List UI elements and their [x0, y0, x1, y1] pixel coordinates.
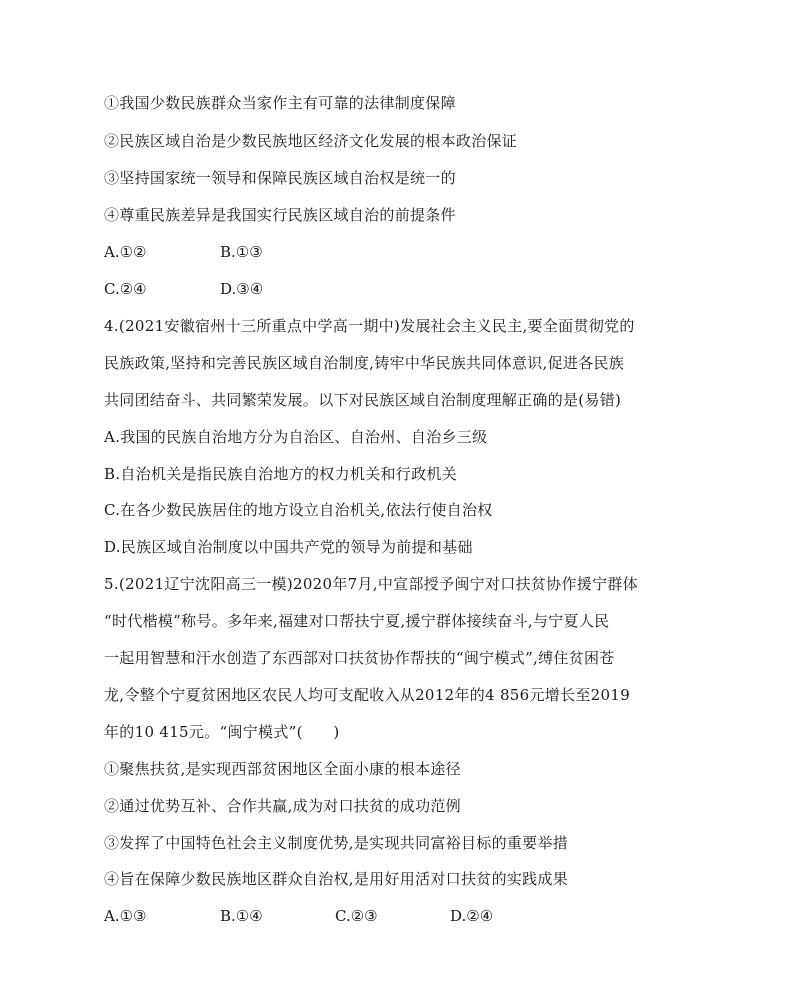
- q3-option-d: D.③④: [220, 280, 264, 298]
- q4-option-b: B.自治机关是指民族自治地方的权力机关和行政机关: [104, 465, 457, 483]
- q4-option-c: C.在各少数民族居住的地方设立自治机关,依法行使自治权: [104, 501, 493, 519]
- q4-option-d: D.民族区域自治制度以中国共产党的领导为前提和基础: [104, 538, 473, 556]
- q3-statement-2: ②民族区域自治是少数民族地区经济文化发展的根本政治保证: [104, 132, 518, 150]
- q3-statement-4: ④尊重民族差异是我国实行民族区域自治的前提条件: [104, 206, 456, 224]
- q5-stem-line-5: 年的10 415元。“闽宁模式”( ): [104, 723, 340, 741]
- q4-stem-line-3: 共同团结奋斗、共同繁荣发展。以下对民族区域自治制度理解正确的是(易错): [104, 391, 622, 409]
- q4-stem-line-2: 民族政策,坚持和完善民族区域自治制度,铸牢中华民族共同体意识,促进各民族: [104, 354, 625, 372]
- q3-statement-1: ①我国少数民族群众当家作主有可靠的法律制度保障: [104, 94, 456, 112]
- q5-stem-line-1: 5.(2021辽宁沈阳高三一模)2020年7月,中宣部授予闽宁对口扶贫协作援宁群体: [104, 575, 638, 593]
- q4-stem-line-1: 4.(2021安徽宿州十三所重点中学高一期中)发展社会主义民主,要全面贯彻党的: [104, 317, 635, 335]
- q5-statement-2: ②通过优势互补、合作共赢,成为对口扶贫的成功范例: [104, 797, 461, 815]
- q5-statement-4: ④旨在保障少数民族地区群众自治权,是用好用活对口扶贫的实践成果: [104, 870, 569, 888]
- q5-option-d: D.②④: [450, 907, 494, 925]
- q5-option-c: C.②③: [335, 907, 378, 925]
- q3-statement-3: ③坚持国家统一领导和保障民族区域自治权是统一的: [104, 169, 456, 187]
- q3-option-b: B.①③: [220, 243, 263, 261]
- q5-stem-line-2: “时代楷模”称号。多年来,福建对口帮扶宁夏,援宁群体接续奋斗,与宁夏人民: [104, 612, 610, 630]
- q5-statement-1: ①聚焦扶贫,是实现西部贫困地区全面小康的根本途径: [104, 760, 461, 778]
- q5-statement-3: ③发挥了中国特色社会主义制度优势,是实现共同富裕目标的重要举措: [104, 834, 569, 852]
- q5-stem-line-3: 一起用智慧和汗水创造了东西部对口扶贫协作帮扶的“闽宁模式”,缚住贫困苍: [104, 649, 615, 667]
- q3-option-a: A.①②: [104, 243, 147, 261]
- q5-option-b: B.①④: [220, 907, 263, 925]
- q5-stem-line-4: 龙,令整个宁夏贫困地区农民人均可支配收入从2012年的4 856元增长至2019: [104, 686, 631, 704]
- q3-option-c: C.②④: [104, 280, 147, 298]
- q5-option-a: A.①③: [104, 907, 147, 925]
- q4-option-a: A.我国的民族自治地方分为自治区、自治州、自治乡三级: [104, 428, 488, 446]
